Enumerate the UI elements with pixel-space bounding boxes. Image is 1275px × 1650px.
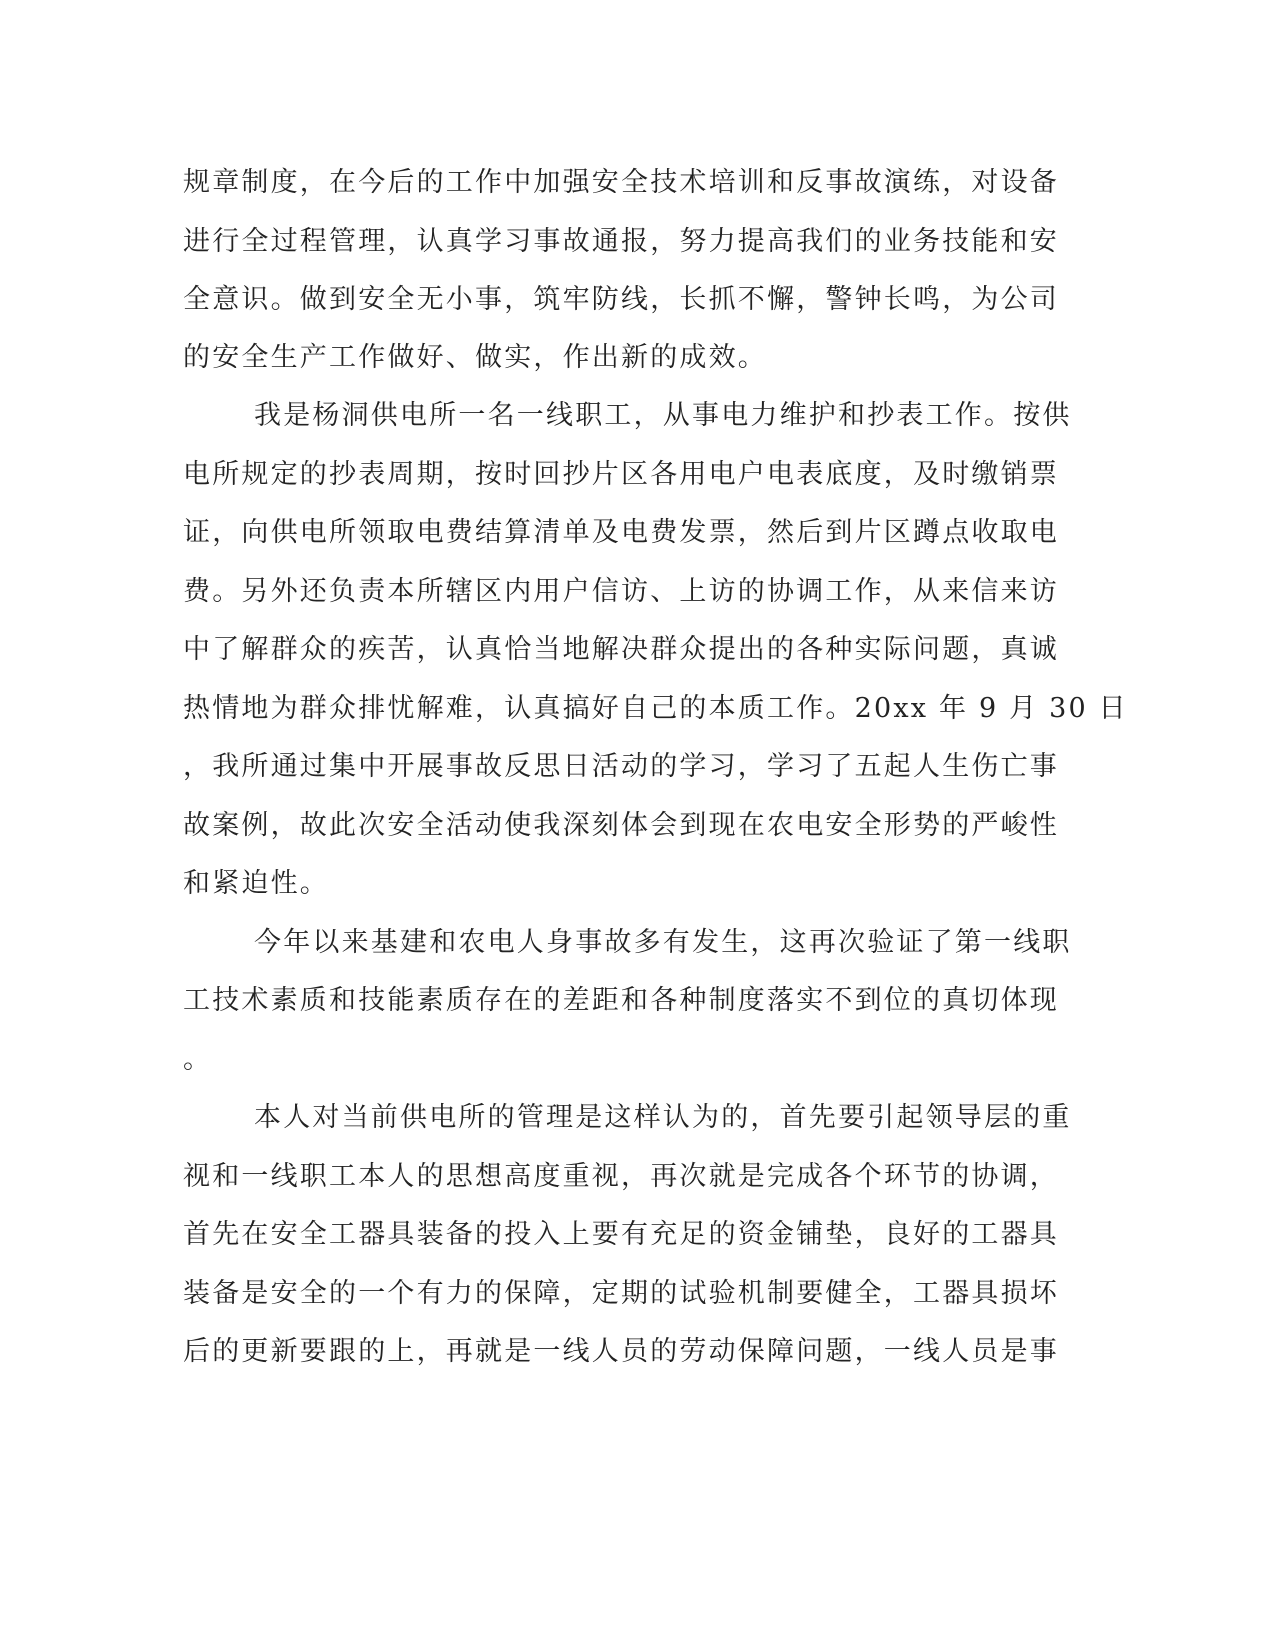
paragraph-first-line: 本人对当前供电所的管理是这样认为的，首先要引起领导层的重 bbox=[254, 1102, 1072, 1133]
text-line: 。 bbox=[183, 1044, 213, 1075]
text-line: 和紧迫性。 bbox=[183, 868, 329, 899]
text-line: 首先在安全工器具装备的投入上要有充足的资金铺垫，良好的工器具 bbox=[183, 1219, 1059, 1250]
text-line: 热情地为群众排忧解难，认真搞好自己的本质工作。20xx 年 9 月 30 日 bbox=[183, 693, 1128, 724]
text-line: 全意识。做到安全无小事，筑牢防线，长抓不懈，警钟长鸣，为公司 bbox=[183, 284, 1059, 315]
paragraph-first-line: 今年以来基建和农电人身事故多有发生，这再次验证了第一线职 bbox=[254, 927, 1072, 958]
text-line: ，我所通过集中开展事故反思日活动的学习，学习了五起人生伤亡事 bbox=[183, 751, 1059, 782]
text-line: 中了解群众的疾苦，认真恰当地解决群众提出的各种实际问题，真诚 bbox=[183, 634, 1059, 665]
text-line: 后的更新要跟的上，再就是一线人员的劳动保障问题，一线人员是事 bbox=[183, 1336, 1059, 1367]
paragraph-first-line: 我是杨洞供电所一名一线职工，从事电力维护和抄表工作。按供 bbox=[254, 400, 1072, 431]
text-line: 费。另外还负责本所辖区内用户信访、上访的协调工作，从来信来访 bbox=[183, 576, 1059, 607]
text-line: 故案例，故此次安全活动使我深刻体会到现在农电安全形势的严峻性 bbox=[183, 810, 1059, 841]
text-line: 电所规定的抄表周期，按时回抄片区各用电户电表底度，及时缴销票 bbox=[183, 459, 1059, 490]
text-line: 工技术素质和技能素质存在的差距和各种制度落实不到位的真切体现 bbox=[183, 985, 1059, 1016]
text-line: 装备是安全的一个有力的保障，定期的试验机制要健全，工器具损坏 bbox=[183, 1278, 1059, 1309]
text-line: 视和一线职工本人的思想高度重视，再次就是完成各个环节的协调， bbox=[183, 1161, 1059, 1192]
text-line: 的安全生产工作做好、做实，作出新的成效。 bbox=[183, 342, 767, 373]
text-line: 进行全过程管理，认真学习事故通报，努力提高我们的业务技能和安 bbox=[183, 226, 1059, 257]
text-line: 规章制度，在今后的工作中加强安全技术培训和反事故演练，对设备 bbox=[183, 167, 1059, 198]
text-line: 证，向供电所领取电费结算清单及电费发票，然后到片区蹲点收取电 bbox=[183, 517, 1059, 548]
